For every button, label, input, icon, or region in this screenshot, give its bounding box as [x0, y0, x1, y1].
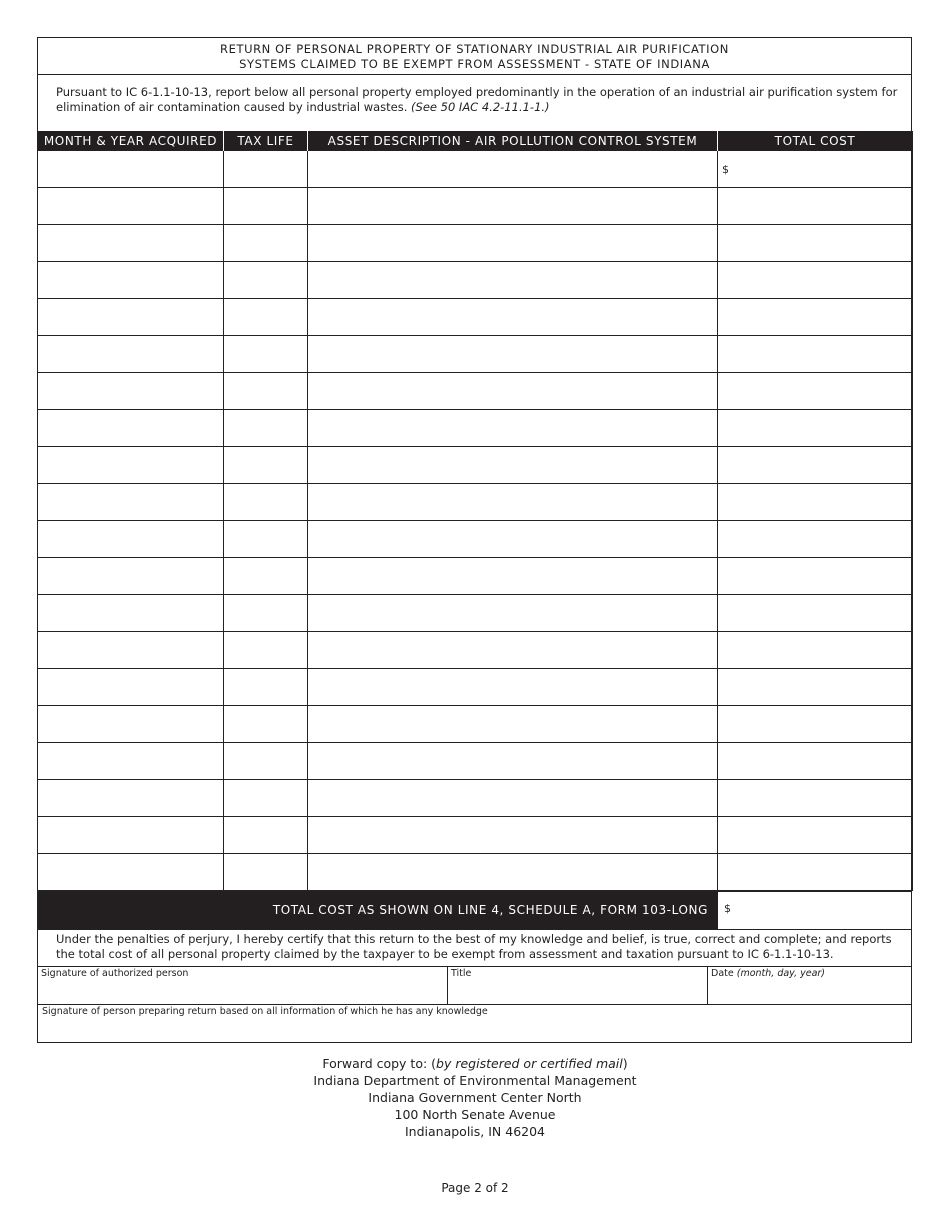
total-cost-field[interactable]: [718, 892, 911, 929]
tax-life-cell[interactable]: [224, 225, 308, 262]
table-row: [38, 632, 913, 669]
table-row: [38, 225, 913, 262]
tax-life-cell[interactable]: [224, 151, 308, 188]
mailing-instructions: [0, 1055, 950, 1140]
tax-life-cell[interactable]: [224, 817, 308, 854]
date-hint: (month, day, year): [736, 968, 826, 979]
preparer-signature-field[interactable]: [38, 1005, 911, 1042]
certification-text: I hereby certify that this return to the best of my knowledge and belief, is true, correct and complete; and reports the total cost of all personal property claimed by the taxpayer to be exempt from assessment and taxation pursuant to IC 6-1.1-10-13.: [56, 932, 892, 961]
table-row: [38, 373, 913, 410]
header-tax-life: TAX LIFE: [224, 131, 308, 151]
table-row: [38, 447, 913, 484]
table-row: [38, 780, 913, 817]
intro-text: Pursuant to IC 6-1.1-10-13, report below all personal property employed predominantly in the operation of an industrial air purification system for elimination of air contamination caused by industrial wastes.: [56, 85, 898, 114]
header-asset-description: ASSET DESCRIPTION - AIR POLLUTION CONTROL SYSTEM: [308, 131, 718, 151]
month-year-cell[interactable]: [38, 410, 224, 447]
total-cost-cell[interactable]: [718, 706, 913, 743]
total-cost-cell[interactable]: [718, 373, 913, 410]
tax-life-cell[interactable]: [224, 558, 308, 595]
total-cost-row: [38, 891, 911, 930]
total-cost-prefix: $: [724, 902, 731, 915]
table-header-row: [38, 131, 913, 151]
asset-description-cell[interactable]: [308, 151, 718, 188]
signature-row: [38, 967, 911, 1005]
table-row: [38, 817, 913, 854]
total-cost-cell[interactable]: [718, 632, 913, 669]
total-cost-cell[interactable]: [718, 595, 913, 632]
total-cost-cell[interactable]: [718, 854, 913, 891]
certification-statement: [38, 930, 911, 967]
asset-description-cell[interactable]: [308, 373, 718, 410]
month-year-cell[interactable]: [38, 521, 224, 558]
asset-description-cell[interactable]: [308, 854, 718, 891]
total-cost-cell[interactable]: [718, 225, 913, 262]
cost-prefix: $: [722, 162, 729, 176]
month-year-cell[interactable]: [38, 225, 224, 262]
total-cost-cell[interactable]: [718, 780, 913, 817]
tax-life-cell[interactable]: [224, 706, 308, 743]
asset-description-cell[interactable]: [308, 336, 718, 373]
asset-description-cell[interactable]: [308, 299, 718, 336]
total-cost-cell[interactable]: [718, 188, 913, 225]
form-title-line1: RETURN OF PERSONAL PROPERTY OF STATIONARY INDUSTRIAL AIR PURIFICATION: [219, 42, 729, 56]
asset-description-cell[interactable]: [308, 669, 718, 706]
title-label: Title: [451, 968, 472, 979]
asset-description-cell[interactable]: [308, 484, 718, 521]
total-cost-cell[interactable]: [718, 521, 913, 558]
month-year-cell[interactable]: [38, 632, 224, 669]
title-field[interactable]: [448, 967, 708, 1004]
total-cost-cell[interactable]: [718, 743, 913, 780]
tax-life-cell[interactable]: [224, 780, 308, 817]
total-cost-cell[interactable]: [718, 151, 913, 188]
tax-life-cell[interactable]: [224, 410, 308, 447]
intro-paragraph: [38, 75, 911, 131]
month-year-cell[interactable]: [38, 743, 224, 780]
asset-description-cell[interactable]: [308, 780, 718, 817]
page-number: Page 2 of 2: [441, 1181, 509, 1195]
header-total-cost: TOTAL COST: [718, 131, 913, 151]
month-year-cell[interactable]: [38, 484, 224, 521]
table-row: [38, 336, 913, 373]
month-year-cell[interactable]: [38, 780, 224, 817]
table-row: [38, 151, 913, 188]
total-cost-cell[interactable]: [718, 262, 913, 299]
tax-life-cell[interactable]: [224, 669, 308, 706]
header-month-year: MONTH & YEAR ACQUIRED: [38, 131, 224, 151]
tax-life-cell[interactable]: [224, 262, 308, 299]
date-label: Date: [711, 968, 734, 979]
forward-prefix: Forward copy to: (: [322, 1056, 437, 1071]
month-year-cell[interactable]: [38, 373, 224, 410]
form-title-line2: SYSTEMS CLAIMED TO BE EXEMPT FROM ASSESSMENT - STATE OF INDIANA: [239, 57, 710, 71]
certification-lead: Under the penalties of perjury,: [56, 932, 233, 946]
address-line-3: 100 North Senate Avenue: [394, 1107, 556, 1122]
month-year-cell[interactable]: [38, 299, 224, 336]
authorized-signature-label: Signature of authorized person: [41, 968, 189, 979]
total-cost-label: TOTAL COST AS SHOWN ON LINE 4, SCHEDULE A, FORM 103-LONG: [38, 892, 718, 929]
property-return-form: [37, 37, 912, 1043]
table-row: [38, 558, 913, 595]
total-cost-cell[interactable]: [718, 817, 913, 854]
table-row: [38, 669, 913, 706]
asset-description-cell[interactable]: [308, 410, 718, 447]
table-row: [38, 706, 913, 743]
forward-line: [0, 1055, 950, 1072]
total-cost-cell[interactable]: [718, 299, 913, 336]
asset-description-cell[interactable]: [308, 558, 718, 595]
tax-life-cell[interactable]: [224, 299, 308, 336]
tax-life-cell[interactable]: [224, 743, 308, 780]
form-title: [38, 38, 911, 75]
address-line-2: Indiana Government Center North: [368, 1090, 582, 1105]
tax-life-cell[interactable]: [224, 188, 308, 225]
asset-description-cell[interactable]: [308, 262, 718, 299]
asset-description-cell[interactable]: [308, 521, 718, 558]
month-year-cell[interactable]: [38, 817, 224, 854]
table-row: [38, 299, 913, 336]
table-row: [38, 854, 913, 891]
address-line-4: Indianapolis, IN 46204: [404, 1124, 546, 1139]
total-cost-cell[interactable]: [718, 447, 913, 484]
month-year-cell[interactable]: [38, 447, 224, 484]
total-cost-cell[interactable]: [718, 410, 913, 447]
asset-description-cell[interactable]: [308, 743, 718, 780]
asset-description-cell[interactable]: [308, 632, 718, 669]
forward-mode: by registered or certified mail: [436, 1056, 623, 1071]
asset-description-cell[interactable]: [308, 188, 718, 225]
tax-life-cell[interactable]: [224, 373, 308, 410]
month-year-cell[interactable]: [38, 558, 224, 595]
month-year-cell[interactable]: [38, 595, 224, 632]
month-year-cell[interactable]: [38, 188, 224, 225]
tax-life-cell[interactable]: [224, 484, 308, 521]
month-year-cell[interactable]: [38, 262, 224, 299]
date-field[interactable]: [708, 967, 911, 1004]
month-year-cell[interactable]: [38, 706, 224, 743]
asset-description-cell[interactable]: [308, 225, 718, 262]
authorized-signature-field[interactable]: [38, 967, 448, 1004]
table-row: [38, 410, 913, 447]
month-year-cell[interactable]: [38, 669, 224, 706]
table-row: [38, 262, 913, 299]
table-row: [38, 595, 913, 632]
asset-description-cell[interactable]: [308, 817, 718, 854]
forward-suffix: ): [622, 1056, 628, 1071]
address-line-1: Indiana Department of Environmental Management: [313, 1073, 637, 1088]
table-row: [38, 484, 913, 521]
preparer-signature-label: Signature of person preparing return based on all information of which he has any knowledge: [42, 1006, 488, 1017]
asset-description-cell[interactable]: [308, 595, 718, 632]
table-row: [38, 188, 913, 225]
month-year-cell[interactable]: [38, 336, 224, 373]
total-cost-cell[interactable]: [718, 336, 913, 373]
table-row: [38, 743, 913, 780]
asset-description-cell[interactable]: [308, 706, 718, 743]
total-cost-cell[interactable]: [718, 558, 913, 595]
table-row: [38, 521, 913, 558]
total-cost-cell[interactable]: [718, 484, 913, 521]
asset-table: [37, 131, 913, 891]
intro-reference: (See 50 IAC 4.2-11.1-1.): [411, 100, 550, 114]
asset-description-cell[interactable]: [308, 447, 718, 484]
tax-life-cell[interactable]: [224, 632, 308, 669]
tax-life-cell[interactable]: [224, 521, 308, 558]
tax-life-cell[interactable]: [224, 595, 308, 632]
tax-life-cell[interactable]: [224, 447, 308, 484]
total-cost-cell[interactable]: [718, 669, 913, 706]
tax-life-cell[interactable]: [224, 854, 308, 891]
tax-life-cell[interactable]: [224, 336, 308, 373]
month-year-cell[interactable]: [38, 854, 224, 891]
month-year-cell[interactable]: [38, 151, 224, 188]
